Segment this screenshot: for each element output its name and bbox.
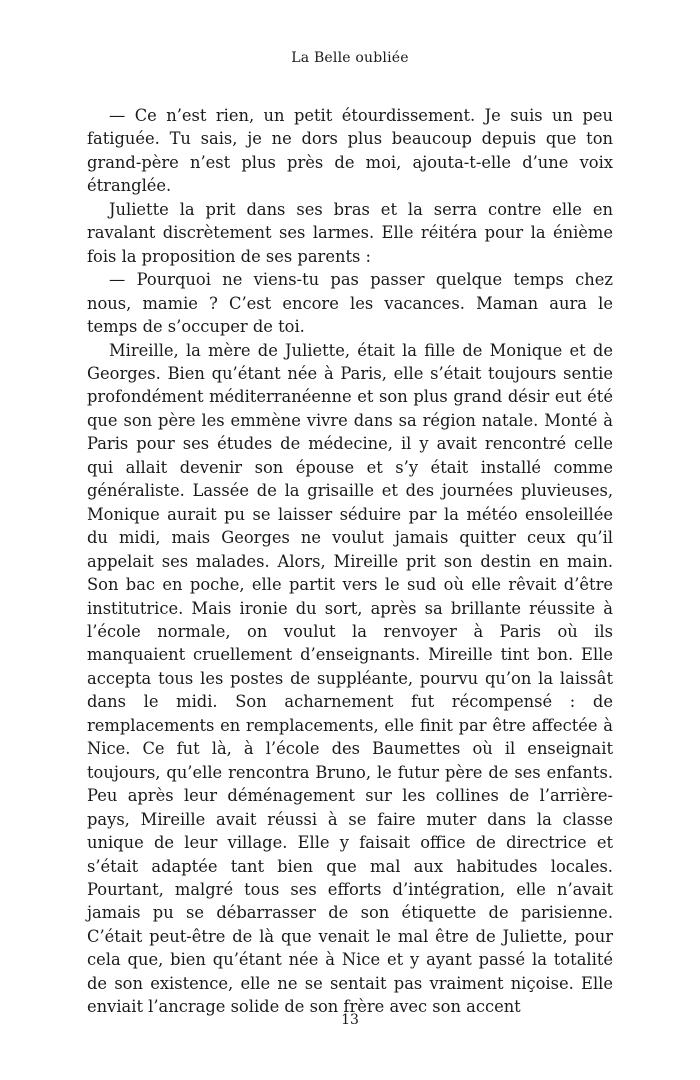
paragraph: Mireille, la mère de Juliette, était la fille de Monique et de Georges. Bien qu’étant née à Paris, elle s’était toujours sentie profondément méditerranéenne et son plus grand désir eut été que son père les emmène vivre dans sa région natale. Monté à Paris pour ses études de médecine, il y avait rencontré celle qui allait devenir son épouse et s’y était installé comme généraliste. Lassée de la grisaille et des journées pluvieuses, Monique aurait pu se laisser séduire par la météo ensoleillée du midi, mais Georges ne voulut jamais quitter ceux qu’il appelait ses malades. Alors, Mireille prit son destin en main. Son bac en poche, elle partit vers le sud où elle rêvait d’être institutrice. Mais ironie du sort, après sa brillante réussite à l’école normale, on voulut la renvoyer à Paris où ils manquaient cruellement d’enseignants. Mireille tint bon. Elle accepta tous les postes de suppléante, pourvu qu’on la laissât dans le midi. Son acharnement fut récompensé : de remplacements en remplacements, elle finit par être affectée à Nice. Ce fut là, à l’école des Baumettes où il enseignait toujours, qu’elle rencontra Bruno, le futur père de ses enfants. Peu après leur déménagement sur les collines de l’arrière-pays, Mireille avait réussi à se faire muter dans la classe unique de leur village. Elle y faisait office de directrice et s’était adaptée tant bien que mal aux habitudes locales. Pourtant, malgré tous ses efforts d’intégration, elle n’avait jamais pu se débarrasser de son étiquette de parisienne. C’était peut-être de là que venait le mal être de Juliette, pour cela que, bien qu’étant née à Nice et y ayant passé la totalité de son existence, elle ne se sentait pas vraiment niçoise. Elle enviait l’ancrage solide de son frère avec son accent (87, 340, 613, 1017)
paragraph: — Ce n’est rien, un petit étourdissement. Je suis un peu fatiguée. Tu sais, je ne dors plus beaucoup depuis que ton grand-père n’est plus près de moi, ajouta-t-elle d’une voix étranglée. (87, 106, 613, 196)
body-text (87, 104, 613, 1019)
paragraph: — Pourquoi ne viens-tu pas passer quelque temps chez nous, mamie ? C’est encore les vacances. Maman aura le temps de s’occuper de toi. (87, 270, 613, 337)
running-title: La Belle oubliée (291, 50, 409, 66)
paragraph: Juliette la prit dans ses bras et la serra contre elle en ravalant discrètement ses larmes. Elle réitéra pour la énième fois la proposition de ses parents : (87, 199, 613, 266)
page-number: 13 (341, 1012, 359, 1028)
